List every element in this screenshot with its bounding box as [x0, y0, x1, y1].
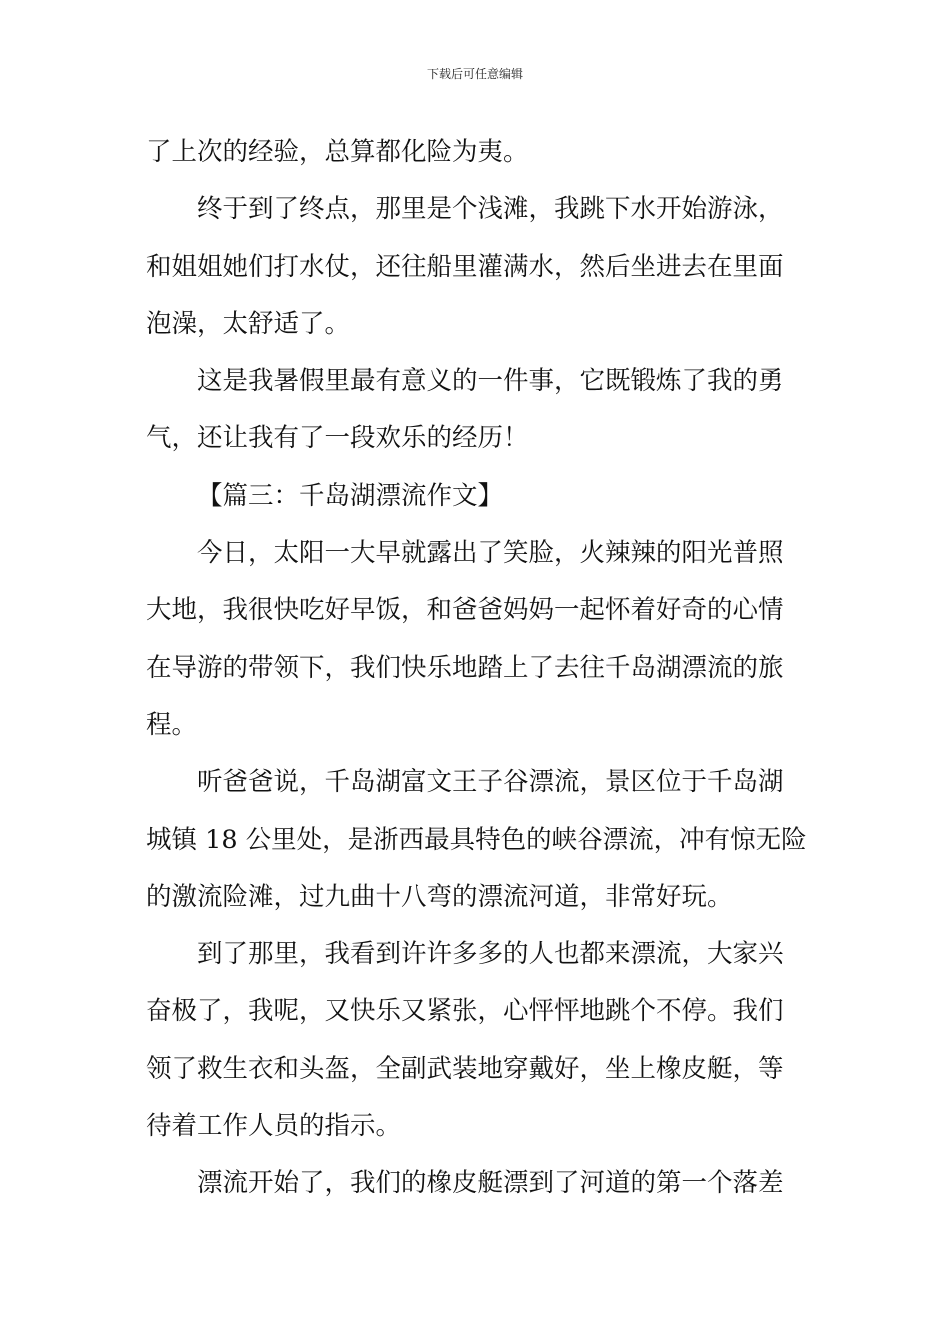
text-line: 听爸爸说，千岛湖富文王子谷漂流，景区位于千岛湖 [197, 767, 784, 798]
text-line: 了上次的经验，总算都化险为夷。 [146, 137, 529, 167]
text-line: 待着工作人员的指示。 [146, 1111, 402, 1142]
text-line: 气，还让我有了一段欢乐的经历！ [146, 423, 529, 454]
text-line: 到了那里，我看到许许多多的人也都来漂流，大家兴 [197, 939, 784, 970]
document-body [146, 124, 808, 1213]
text-line: 的激流险滩，过九曲十八弯的漂流河道，非常好玩。 [146, 881, 733, 912]
section-title: 【篇三：千岛湖漂流作文】 [197, 480, 504, 511]
text-line: 程。 [146, 709, 198, 740]
text-line: 漂流开始了，我们的橡皮艇漂到了河道的第一个落差 [197, 1168, 784, 1199]
text-line: 城镇 18 公里处，是浙西最具特色的峡谷漂流，冲有惊无险 [146, 824, 807, 855]
text-line: 这是我暑假里最有意义的一件事，它既锻炼了我的勇 [197, 366, 784, 397]
text-line: 领了救生衣和头盔，全副武装地穿戴好，坐上橡皮艇，等 [146, 1053, 784, 1084]
text-line: 和姐姐她们打水仗，还往船里灌满水，然后坐进去在里面 [146, 251, 784, 282]
text-line: 大地，我很快吃好早饭，和爸爸妈妈一起怀着好奇的心情 [146, 595, 784, 626]
text-line: 奋极了，我呢，又快乐又紧张，心怦怦地跳个不停。我们 [146, 996, 784, 1027]
text-line: 泡澡，太舒适了。 [146, 308, 351, 339]
text-line: 终于到了终点，那里是个浅滩，我跳下水开始游泳， [197, 194, 784, 225]
page-header: 下载后可任意编辑 [426, 67, 523, 81]
text-line: 今日，太阳一大早就露出了笑脸，火辣辣的阳光普照 [197, 538, 784, 569]
text-line: 在导游的带领下，我们快乐地踏上了去往千岛湖漂流的旅 [146, 652, 784, 683]
